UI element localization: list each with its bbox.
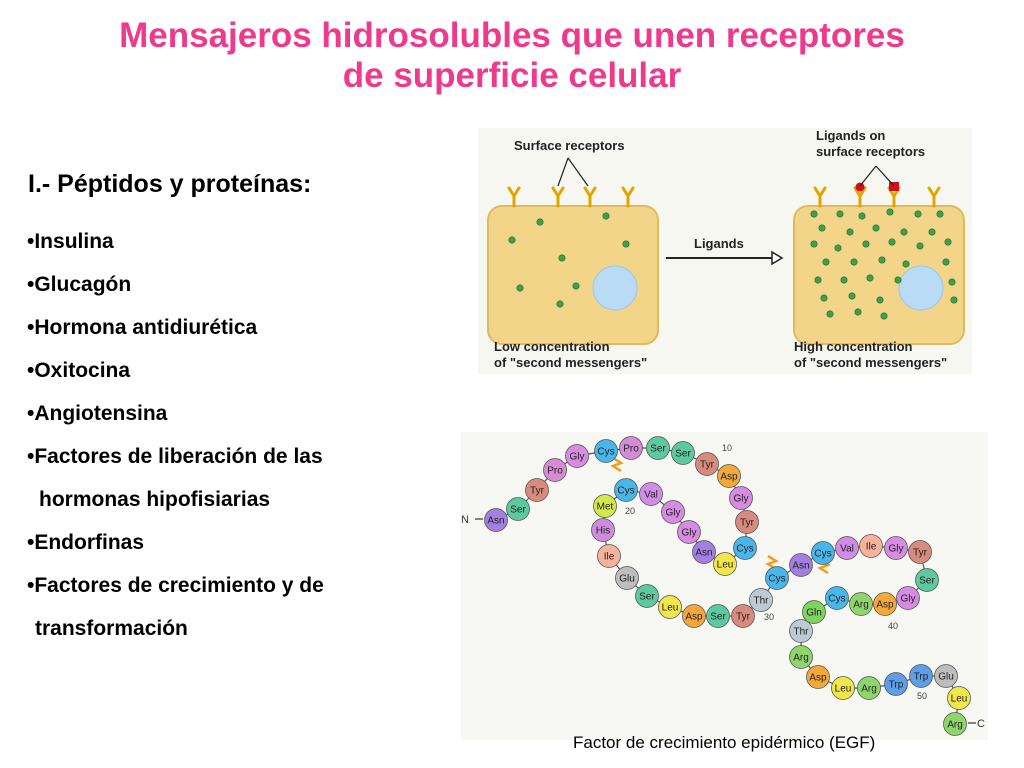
- residue-label: Cys: [814, 548, 832, 560]
- second-messenger-dot: [951, 297, 957, 303]
- right-receptors: [815, 182, 939, 206]
- residue-label: Ser: [639, 591, 655, 603]
- residue-label: Ser: [675, 448, 691, 460]
- amino-acid-residue: [807, 666, 830, 689]
- residue-label: Cys: [736, 543, 754, 555]
- bound-ligand: [889, 182, 899, 191]
- amino-acid-residue: [615, 479, 638, 502]
- left-receptors: [509, 188, 633, 206]
- amino-acid-residue: [910, 665, 933, 688]
- amino-acid-residue: [672, 442, 695, 465]
- residue-label: Met: [596, 501, 614, 513]
- second-messenger-dot: [819, 225, 825, 231]
- list-item-angiotensina: •Angiotensina: [27, 402, 168, 425]
- residue-label: Ser: [919, 575, 935, 587]
- amino-acid-residue: [948, 687, 971, 710]
- c-terminus-label: C: [977, 718, 985, 730]
- residue-label: Cys: [828, 593, 846, 605]
- amino-acid-residue: [860, 535, 883, 558]
- label-low-second-messengers: of "second messengers": [494, 355, 648, 370]
- amino-acid-residue: [935, 665, 958, 688]
- amino-acid-residue: [790, 620, 813, 643]
- residue-label: Arg: [947, 719, 963, 731]
- list-item-factores-liberacion: •Factores de liberación de las: [27, 445, 323, 468]
- second-messenger-dot: [841, 277, 847, 283]
- residue-label: Glu: [619, 573, 635, 585]
- messenger-list: [27, 220, 324, 650]
- amino-acid-residue: [696, 453, 719, 476]
- list-item-hormona-antidiuretica: •Hormona antidiurética: [27, 316, 258, 339]
- egf-figure: [461, 432, 988, 740]
- second-messenger-dot: [873, 225, 879, 231]
- residue-label: Thr: [793, 626, 809, 638]
- second-messenger-dot: [881, 313, 887, 319]
- second-messenger-dot: [811, 241, 817, 247]
- ligand-pointer-lines: [860, 166, 894, 186]
- bound-ligand: [856, 183, 865, 192]
- residue-label: Val: [644, 489, 658, 501]
- second-messenger-dot: [603, 213, 609, 219]
- second-messenger-dot: [889, 239, 895, 245]
- surface-receptor-diagram: [478, 128, 972, 374]
- second-messenger-dot: [849, 293, 855, 299]
- amino-acid-residue: [678, 521, 701, 544]
- residue-label: Pro: [547, 465, 563, 477]
- list-item-oxitocina: •Oxitocina: [27, 359, 131, 382]
- left-nucleus: [593, 266, 637, 310]
- amino-acid-residue: [544, 459, 567, 482]
- second-messenger-dot: [895, 277, 901, 283]
- residue-label: Gln: [806, 607, 822, 619]
- position-number: 30: [764, 612, 775, 622]
- residue-label: Ser: [650, 443, 666, 455]
- second-messenger-dot: [917, 243, 923, 249]
- residue-label: Cys: [768, 573, 786, 585]
- amino-acid-residue: [736, 511, 759, 534]
- right-nucleus: [899, 266, 943, 310]
- amino-acid-residue: [790, 554, 813, 577]
- second-messenger-dot: [887, 209, 893, 215]
- second-messenger-dot: [815, 277, 821, 283]
- residue-label: Asp: [720, 471, 738, 483]
- amino-acid-residue: [526, 479, 549, 502]
- second-messenger-dot: [937, 211, 943, 217]
- second-messenger-dot: [901, 229, 907, 235]
- residue-label: Tyr: [913, 547, 927, 559]
- second-messenger-dot: [835, 245, 841, 251]
- amino-acid-residue: [832, 677, 855, 700]
- surface-receptor: [815, 188, 825, 206]
- amino-acid-residue: [659, 596, 682, 619]
- label-surface-receptors: Surface receptors: [514, 138, 625, 153]
- amino-acid-residue: [636, 585, 659, 608]
- section-heading: I.- Péptidos y proteínas:: [28, 170, 312, 198]
- residue-label: Trp: [913, 671, 929, 683]
- amino-acid-residue: [944, 713, 967, 736]
- amino-acid-residue: [885, 673, 908, 696]
- residue-label: Leu: [834, 683, 852, 695]
- amino-acid-residue: [718, 465, 741, 488]
- second-messenger-dot: [945, 239, 951, 245]
- residue-label: Arg: [793, 652, 809, 664]
- position-number: 50: [917, 691, 928, 701]
- residue-label: Gly: [888, 543, 904, 555]
- residue-label: Glu: [938, 671, 954, 683]
- amino-acid-residue: [707, 605, 730, 628]
- second-messenger-dot: [821, 295, 827, 301]
- residue-label: Asp: [685, 611, 703, 623]
- residue-label: Pro: [623, 443, 639, 455]
- amino-acid-residue: [693, 541, 716, 564]
- second-messenger-dot: [811, 211, 817, 217]
- second-messenger-dot: [943, 259, 949, 265]
- amino-acid-residue: [714, 553, 737, 576]
- second-messenger-dot: [879, 257, 885, 263]
- residue-label: Gly: [900, 593, 916, 605]
- list-item-factores-liberacion-cont: hormonas hipofisiarias: [39, 488, 271, 511]
- surface-receptor: [929, 188, 939, 206]
- residue-label: Thr: [753, 595, 769, 607]
- amino-acid-residue: [790, 646, 813, 669]
- second-messenger-dot: [823, 259, 829, 265]
- residue-label: Arg: [853, 599, 869, 611]
- residue-label: Gly: [569, 451, 585, 463]
- residue-label: Val: [840, 543, 854, 555]
- label-ligands-on: Ligands on: [816, 128, 886, 143]
- position-number: 40: [888, 621, 899, 631]
- slide-title-line-2: de superficie celular: [342, 56, 682, 95]
- amino-acid-residue: [616, 567, 639, 590]
- residue-label: Tyr: [740, 517, 754, 529]
- amino-acid-residue: [595, 440, 618, 463]
- second-messenger-dot: [509, 237, 515, 243]
- second-messenger-dot: [867, 275, 873, 281]
- amino-acid-residue: [916, 569, 939, 592]
- residue-label: Arg: [861, 683, 877, 695]
- receptor-pointer-lines: [558, 158, 588, 186]
- second-messenger-dot: [537, 219, 543, 225]
- residue-label: Tyr: [736, 611, 750, 623]
- surface-receptor: [509, 188, 519, 206]
- second-messenger-dot: [855, 309, 861, 315]
- residue-label: Asn: [695, 547, 713, 559]
- amino-acid-residue: [858, 677, 881, 700]
- amino-acid-residue: [566, 445, 589, 468]
- label-ligands-on-surface: surface receptors: [816, 144, 926, 159]
- list-item-endorfinas: •Endorfinas: [27, 531, 145, 554]
- amino-acid-residue: [662, 501, 685, 524]
- amino-acid-residue: [485, 509, 508, 532]
- surface-receptor: [623, 188, 633, 206]
- amino-acid-residue: [592, 519, 615, 542]
- amino-acid-residue: [640, 483, 663, 506]
- amino-acid-residue: [874, 593, 897, 616]
- amino-acid-residue: [850, 593, 873, 616]
- amino-acid-residue: [812, 542, 835, 565]
- residue-label: Ile: [865, 541, 877, 553]
- label-low-concentration: Low concentration: [494, 339, 610, 354]
- surface-receptor-figure: [478, 128, 972, 374]
- residue-label: Tyr: [530, 485, 544, 497]
- amino-acid-residue: [620, 437, 643, 460]
- second-messenger-dot: [863, 241, 869, 247]
- amino-acid-residue: [732, 605, 755, 628]
- residue-label: His: [595, 525, 611, 537]
- second-messenger-dot: [859, 213, 865, 219]
- residue-label: Ile: [603, 551, 615, 563]
- second-messenger-dot: [877, 297, 883, 303]
- second-messenger-dot: [623, 241, 629, 247]
- residue-label: Asn: [792, 560, 810, 572]
- amino-acid-residue: [750, 589, 773, 612]
- label-ligands: Ligands: [694, 236, 744, 251]
- amino-acid-residue: [897, 587, 920, 610]
- surface-receptor: [553, 188, 563, 206]
- position-number: 20: [625, 506, 636, 516]
- slide-title-line-1: Mensajeros hidrosolubles que unen receptores: [119, 16, 905, 55]
- residue-label: Asp: [876, 599, 894, 611]
- residue-label: Asn: [487, 515, 505, 527]
- residue-label: Ser: [510, 504, 526, 516]
- second-messenger-dot: [949, 279, 955, 285]
- residue-label: Leu: [661, 602, 679, 614]
- second-messenger-dot: [827, 311, 833, 317]
- list-item-glucagon: •Glucagón: [27, 273, 132, 296]
- residue-label: Asp: [809, 672, 827, 684]
- residue-label: Trp: [888, 679, 904, 691]
- residue-label: Leu: [950, 693, 968, 705]
- second-messenger-dot: [517, 285, 523, 291]
- amino-acid-residue: [909, 541, 932, 564]
- residue-label: Cys: [597, 446, 615, 458]
- amino-acid-residue: [826, 587, 849, 610]
- n-terminus-label: N: [461, 514, 469, 526]
- residue-label: Gly: [733, 493, 749, 505]
- amino-acid-residue: [836, 537, 859, 560]
- amino-acid-residue: [647, 437, 670, 460]
- amino-acid-residue: [885, 537, 908, 560]
- residue-label: Cys: [617, 485, 635, 497]
- amino-acid-residue: [734, 537, 757, 560]
- list-item-insulina: •Insulina: [27, 230, 114, 253]
- second-messenger-dot: [559, 255, 565, 261]
- egf-caption: Factor de crecimiento epidérmico (EGF): [573, 733, 876, 752]
- residue-label: Leu: [716, 559, 734, 571]
- residue-label: Ser: [710, 611, 726, 623]
- egf-residues: [485, 437, 971, 736]
- second-messenger-dot: [837, 211, 843, 217]
- surface-receptor: [585, 188, 595, 206]
- residue-label: Gly: [681, 527, 697, 539]
- amino-acid-residue: [803, 601, 826, 624]
- second-messenger-dot: [915, 211, 921, 217]
- ligands-arrowhead: [772, 252, 782, 264]
- second-messenger-dot: [573, 283, 579, 289]
- position-number: 10: [722, 443, 733, 453]
- amino-acid-residue: [507, 498, 530, 521]
- egf-sequence-diagram: [461, 432, 988, 740]
- second-messenger-dot: [851, 259, 857, 265]
- list-item-factores-crecimiento: •Factores de crecimiento y de: [27, 574, 324, 597]
- second-messenger-dot: [557, 301, 563, 307]
- amino-acid-residue: [598, 545, 621, 568]
- disulfide-bond: [613, 458, 621, 471]
- label-high-second-messengers: of "second messengers": [794, 355, 948, 370]
- residue-label: Tyr: [700, 459, 714, 471]
- amino-acid-residue: [594, 495, 617, 518]
- second-messenger-dot: [929, 229, 935, 235]
- amino-acid-residue: [730, 487, 753, 510]
- slide-title: [0, 16, 1024, 96]
- second-messenger-dot: [847, 229, 853, 235]
- second-messenger-dot: [903, 261, 909, 267]
- amino-acid-residue: [766, 567, 789, 590]
- list-item-factores-crecimiento-cont: transformación: [35, 617, 188, 640]
- residue-label: Gly: [665, 507, 681, 519]
- label-high-concentration: High concentration: [794, 339, 913, 354]
- amino-acid-residue: [683, 605, 706, 628]
